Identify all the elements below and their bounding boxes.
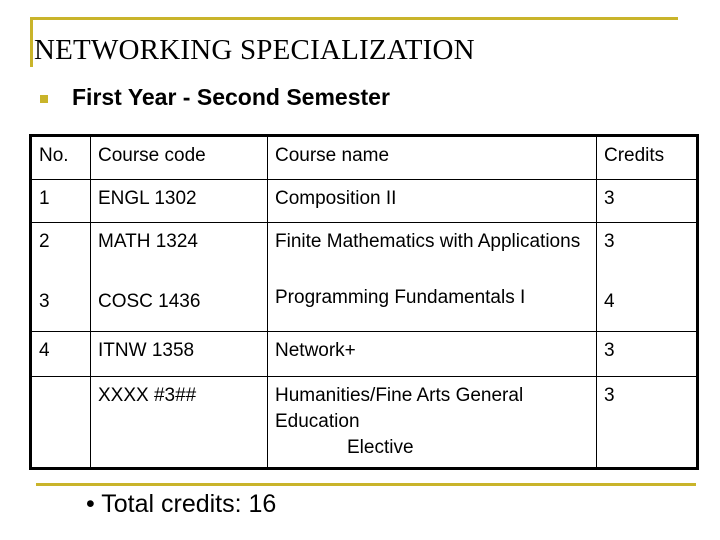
decorative-bottom-rule [36, 483, 696, 486]
course-table [29, 134, 699, 470]
cell-no: 2 [31, 223, 91, 286]
header-no: No. [31, 136, 91, 180]
cell-no [31, 377, 91, 469]
cell-course-code: COSC 1436 [91, 285, 268, 332]
cell-course-name: Programming Fundamentals I [268, 285, 597, 332]
table-row [31, 377, 698, 469]
cell-course-name: Composition II [268, 180, 597, 223]
square-bullet-icon [40, 95, 48, 103]
cell-credits: 3 [597, 377, 698, 469]
table-header-row [31, 136, 698, 180]
table-row [31, 223, 698, 286]
header-course-name: Course name [268, 136, 597, 180]
total-credits: • Total credits: 16 [86, 490, 277, 518]
cell-course-code: XXXX #3## [91, 377, 268, 469]
table-row [31, 332, 698, 377]
header-credits: Credits [597, 136, 698, 180]
cell-credits: 3 [597, 180, 698, 223]
page-title: NETWORKING SPECIALIZATION [34, 34, 475, 66]
decorative-left-rule [30, 17, 33, 67]
cell-credits: 4 [597, 285, 698, 332]
cell-course-code: ITNW 1358 [91, 332, 268, 377]
table-row [31, 285, 698, 332]
cell-course-name: Network+ [268, 332, 597, 377]
table-row [31, 180, 698, 223]
course-name-line: Elective [347, 437, 414, 458]
cell-course-name [268, 377, 597, 469]
course-name-line: Humanities/Fine Arts General Education [275, 385, 524, 432]
header-course-code: Course code [91, 136, 268, 180]
cell-credits: 3 [597, 332, 698, 377]
cell-credits: 3 [597, 223, 698, 286]
cell-course-name: Finite Mathematics with Applications [268, 223, 597, 286]
cell-course-code: ENGL 1302 [91, 180, 268, 223]
semester-subtitle: First Year - Second Semester [72, 84, 390, 110]
cell-no: 4 [31, 332, 91, 377]
cell-course-code: MATH 1324 [91, 223, 268, 286]
cell-no: 3 [31, 285, 91, 332]
cell-no: 1 [31, 180, 91, 223]
subtitle-row [40, 84, 390, 111]
decorative-top-rule [30, 17, 678, 20]
